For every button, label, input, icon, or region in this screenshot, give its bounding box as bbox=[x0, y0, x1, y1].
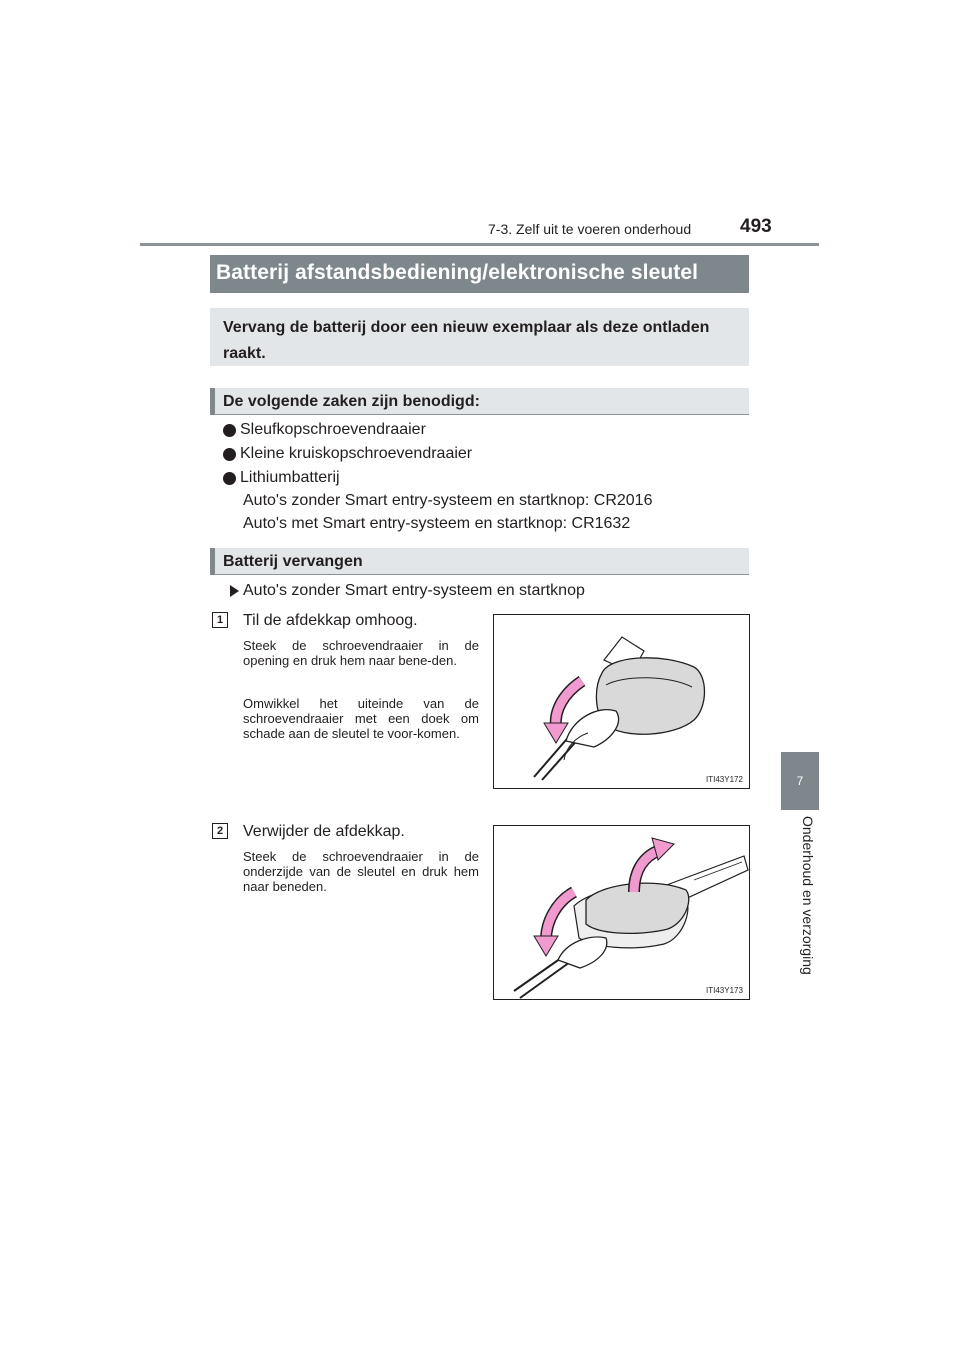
replace-section-accent bbox=[210, 548, 215, 575]
chapter-tab-label: Onderhoud en verzorging bbox=[800, 816, 816, 975]
step-2-note: Steek de schroevendraaier in de onderzijde van de sleutel en druk hem naar beneden. bbox=[243, 849, 479, 894]
page-title: Batterij afstandsbediening/elektronische sleutel bbox=[216, 261, 699, 284]
intro-text: Vervang de batterij door een nieuw exemplaar als deze ontladen raakt. bbox=[223, 319, 710, 362]
needed-item: Lithiumbatterij bbox=[240, 469, 340, 486]
step-2-title: Verwijder de afdekkap. bbox=[243, 823, 405, 840]
header-rule bbox=[140, 243, 819, 246]
battery-line: Auto's zonder Smart entry-systeem en startknop: CR2016 bbox=[243, 492, 653, 509]
key-illustration-1 bbox=[494, 615, 749, 788]
replace-heading: Batterij vervangen bbox=[223, 553, 363, 570]
figure-code: ITI43Y173 bbox=[706, 986, 743, 995]
step-number-2: 2 bbox=[212, 823, 228, 839]
variant-triangle-icon bbox=[230, 585, 239, 597]
key-illustration-2 bbox=[494, 826, 749, 999]
bullet-dot bbox=[223, 424, 236, 437]
needed-item: Sleufkopschroevendraaier bbox=[240, 421, 426, 438]
figure-step-1 bbox=[493, 614, 750, 789]
needed-heading: De volgende zaken zijn benodigd: bbox=[223, 393, 480, 410]
step-1-title: Til de afdekkap omhoog. bbox=[243, 612, 418, 629]
step-number-1: 1 bbox=[212, 612, 228, 628]
battery-line: Auto's met Smart entry-systeem en startknop: CR1632 bbox=[243, 515, 631, 532]
bullet-dot bbox=[223, 472, 236, 485]
page-number: 493 bbox=[740, 216, 772, 237]
figure-code: ITI43Y172 bbox=[706, 775, 743, 784]
needed-item: Kleine kruiskopschroevendraaier bbox=[240, 445, 473, 462]
step-1-note: Steek de schroevendraaier in de opening en druk hem naar bene-den. bbox=[243, 638, 479, 668]
bullet-dot bbox=[223, 448, 236, 461]
chapter-tab: 7 bbox=[781, 752, 819, 810]
figure-step-2 bbox=[493, 825, 750, 1000]
variant-label: Auto's zonder Smart entry-systeem en startknop bbox=[243, 582, 585, 599]
step-1-note: Omwikkel het uiteinde van de schroevendraaier met een doek om schade aan de sleutel te voor-komen. bbox=[243, 696, 479, 741]
running-header-section: 7-3. Zelf uit te voeren onderhoud bbox=[488, 221, 692, 237]
needed-section-accent bbox=[210, 388, 215, 415]
